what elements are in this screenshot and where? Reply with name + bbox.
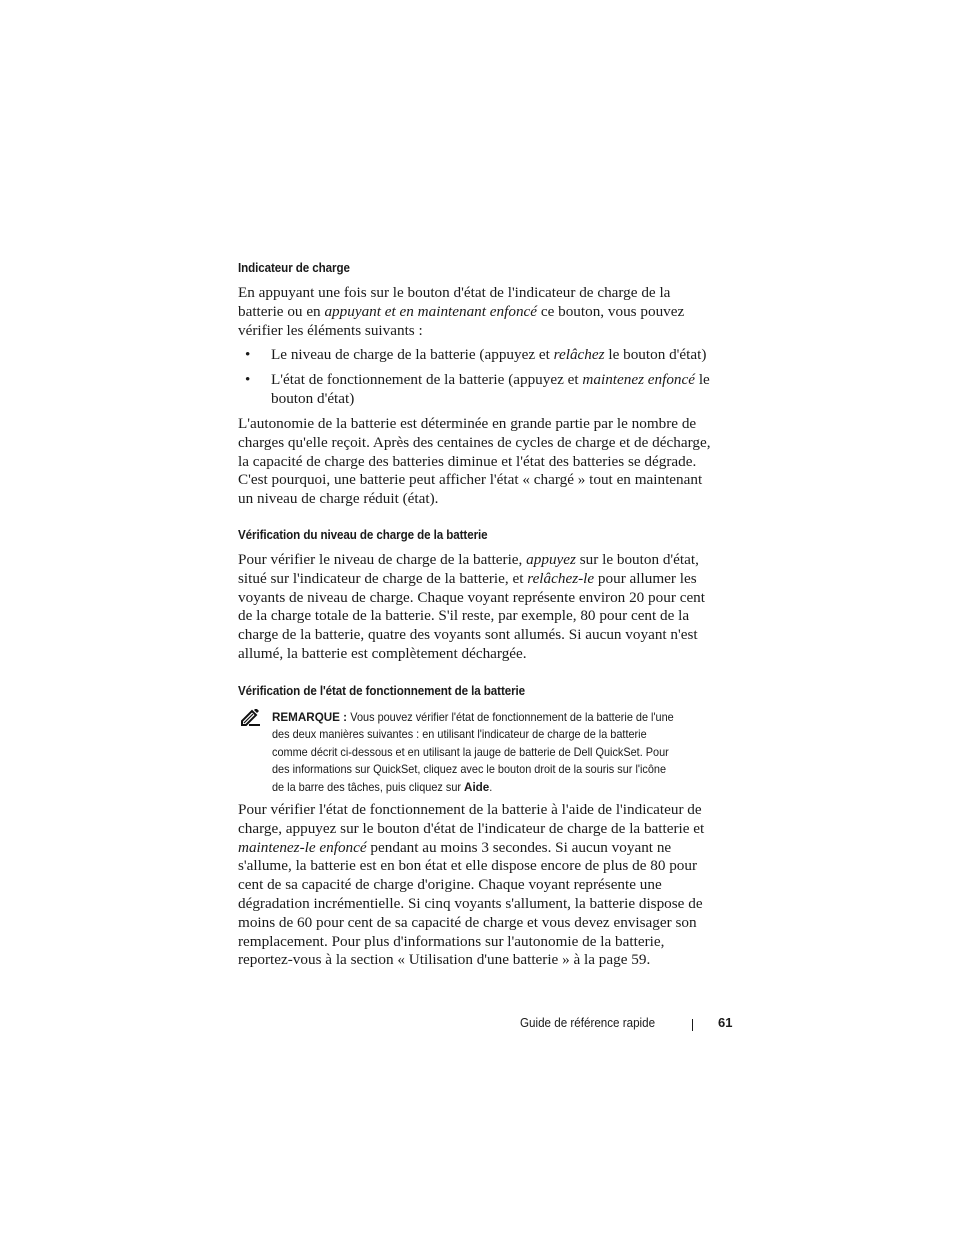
text-segment: Vous pouvez vérifier l'état de fonctionnement de la batterie de l'une	[350, 711, 674, 724]
text-segment: L'état de fonctionnement de la batterie (appuyez et	[271, 371, 583, 388]
text-line	[238, 589, 738, 608]
text-segment: pendant au moins 3 secondes. Si aucun voyant ne	[366, 838, 672, 856]
page-number: 61	[718, 1015, 733, 1030]
text-line	[238, 857, 738, 876]
text-segment: charges qu'elle reçoit. Après des centaines de cycles de charge et de décharge,	[238, 433, 711, 451]
text-segment: ce bouton, vous pouvez	[537, 302, 685, 320]
bold-text: REMARQUE :	[272, 710, 351, 724]
text-segment: Le niveau de charge de la batterie (appuyez et	[271, 346, 554, 363]
bold-text: Aide	[464, 779, 490, 794]
list-item-text	[271, 346, 741, 365]
text-segment: pour allumer les	[594, 569, 697, 587]
text-segment: charge, appuyez sur le bouton d'état de l'indicateur de charge de la batterie et	[238, 819, 705, 837]
text-segment: le bouton d'état)	[604, 346, 707, 363]
text-line	[238, 303, 738, 322]
text-segment: des informations sur QuickSet, cliquez avec le bouton droit de la souris sur l'icône	[272, 763, 667, 777]
text-segment: bouton d'état)	[271, 389, 355, 407]
text-line	[238, 284, 738, 303]
list-item-text	[271, 371, 741, 409]
text-line	[238, 607, 738, 626]
text-line	[238, 551, 738, 570]
text-segment: s'allume, la batterie est en bon état et elle dispose encore de plus de 80 pour	[238, 857, 698, 875]
text-line	[238, 453, 738, 472]
text-line	[238, 471, 738, 490]
text-segment: moins de 60 pour cent de sa capacité de charge et vous devez envisager son	[238, 913, 697, 931]
text-segment: voyants de niveau de charge. Chaque voyant représente environ 20 pour cent	[238, 588, 705, 606]
text-line	[272, 779, 714, 796]
text-line	[238, 839, 738, 858]
pencil-note-icon	[240, 709, 262, 727]
paragraph-battery-health	[238, 801, 738, 970]
text-line	[238, 951, 738, 970]
text-segment: allumé, la batterie est complètement déchargée.	[238, 644, 527, 662]
text-line	[271, 346, 741, 365]
text-segment: le	[695, 371, 710, 388]
text-segment: de la barre des tâches, puis cliquez sur	[272, 780, 465, 794]
emphasis-text: maintenez-le enfoncé	[238, 838, 367, 856]
text-segment: charge de la batterie, quatre des voyants sont allumés. Si aucun voyant n'est	[238, 626, 698, 644]
footer-title: Guide de référence rapide	[520, 1016, 656, 1030]
footer-separator	[692, 1019, 693, 1031]
text-line	[238, 490, 738, 509]
emphasis-text: maintenez enfoncé	[582, 371, 696, 388]
heading-charge-level: Vérification du niveau de charge de la batterie	[238, 528, 488, 542]
text-line	[271, 371, 741, 390]
text-line	[238, 876, 738, 895]
text-line	[238, 895, 738, 914]
text-segment: C'est pourquoi, une batterie peut afficher l'état « chargé » tout en maintenant	[238, 471, 703, 489]
bullet-symbol: •	[245, 371, 251, 388]
note-remark	[272, 709, 742, 796]
text-segment: remplacement. Pour plus d'informations sur l'autonomie de la batterie,	[238, 932, 665, 950]
text-segment: .	[489, 780, 493, 794]
text-line	[238, 570, 738, 589]
text-line	[238, 415, 738, 434]
text-segment: sur le bouton d'état,	[575, 551, 699, 568]
text-line	[271, 390, 741, 409]
text-segment: En appuyant une fois sur le bouton d'état de l'indicateur de charge de la	[238, 284, 671, 301]
text-line	[238, 820, 738, 839]
text-segment: batterie ou en	[238, 302, 325, 320]
text-line	[238, 933, 738, 952]
text-line	[238, 626, 738, 645]
text-segment: la capacité de charge des batteries diminue et l'état des batteries se dégrade.	[238, 452, 697, 470]
heading-battery-health: Vérification de l'état de fonctionnement de la batterie	[238, 684, 526, 698]
heading-charge-indicator: Indicateur de charge	[238, 261, 350, 275]
text-segment: Pour vérifier le niveau de charge de la batterie,	[238, 551, 527, 568]
text-segment: reportez-vous à la section « Utilisation d'une batterie » à la page 59.	[238, 951, 651, 969]
text-line	[272, 726, 714, 743]
text-segment: des deux manières suivantes : en utilisant l'indicateur de charge de la batterie	[272, 728, 647, 742]
paragraph-charge-level	[238, 551, 738, 664]
text-segment: de la charge totale de la batterie. S'il reste, par exemple, 80 pour cent de la	[238, 607, 690, 625]
paragraph-battery-lifetime	[238, 415, 738, 509]
emphasis-text: appuyant et en maintenant enfoncé	[324, 302, 538, 320]
text-segment: L'autonomie de la batterie est déterminée en grande partie par le nombre de	[238, 415, 697, 432]
text-segment: comme décrit ci-dessous et en utilisant la jauge de batterie de Dell QuickSet. Pour	[272, 745, 669, 759]
text-line	[238, 645, 738, 664]
emphasis-text: relâchez-le	[527, 569, 595, 587]
text-line	[272, 744, 714, 761]
bullet-symbol: •	[245, 346, 251, 363]
text-line	[238, 434, 738, 453]
text-segment: vérifier les éléments suivants :	[238, 321, 423, 339]
text-segment: dégradation incrémentielle. Si cinq voyants s'allument, la batterie dispose de	[238, 894, 703, 912]
text-line	[238, 801, 738, 820]
text-line	[238, 322, 738, 341]
text-line	[272, 761, 714, 778]
text-segment: un niveau de charge réduit (état).	[238, 490, 439, 508]
text-segment: cent de sa capacité de charge d'origine. Chaque voyant représente une	[238, 876, 662, 894]
emphasis-text: relâchez	[553, 346, 605, 363]
text-line	[238, 914, 738, 933]
text-segment: situé sur l'indicateur de charge de la batterie, et	[238, 569, 528, 587]
text-segment: Pour vérifier l'état de fonctionnement de la batterie à l'aide de l'indicateur de	[238, 801, 702, 818]
emphasis-text: appuyez	[526, 551, 576, 568]
paragraph-intro	[238, 284, 738, 340]
text-line	[272, 709, 714, 726]
